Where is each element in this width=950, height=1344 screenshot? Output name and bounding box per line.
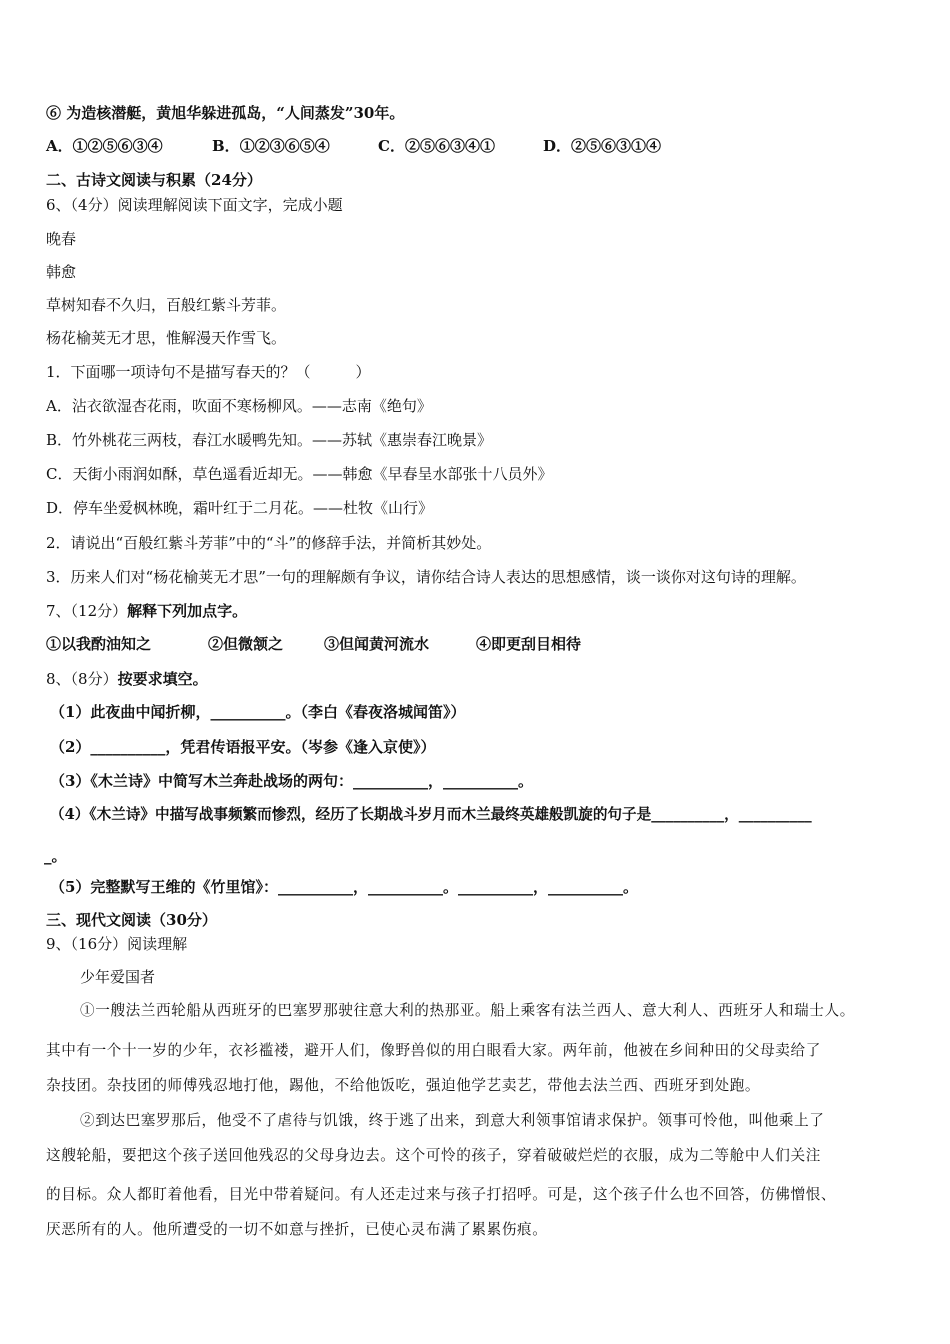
q8-fill-3[interactable]: （3）《木兰诗》中简写木兰奔赴战场的两句：__________，__________。 — [50, 772, 533, 790]
section-heading-classical: 二、古诗文阅读与积累（24分） — [46, 171, 262, 189]
q6-option-d[interactable]: D．停车坐爱枫林晚，霜叶红于二月花。——杜牧《山行》 — [46, 499, 434, 517]
poem-title: 晚春 — [46, 230, 77, 248]
poem-line-2: 杨花榆荚无才思，惟解漫天作雪飞。 — [46, 329, 287, 347]
q5-option-b[interactable] — [212, 136, 330, 156]
q8-fill-2[interactable]: （2）__________，凭君传语报平安。（岑参《逢入京使》） — [50, 738, 436, 756]
q7-stem — [46, 601, 247, 621]
q8-fill-1[interactable]: （1）此夜曲中闻折柳，__________。（李白《春夜洛城闻笛》） — [50, 703, 466, 721]
option-value: ①②⑤⑥③④ — [72, 137, 163, 155]
passage-paragraph-1-line-3: 杂技团。杂技团的师傅残忍地打他，踢他，不给他饭吃，强迫他学艺卖艺，带他去法兰西、西班牙到处跑。 — [46, 1077, 761, 1094]
q8-label: 8、（8分） — [46, 670, 118, 688]
option-label: D． — [543, 137, 572, 155]
option-label: A． — [46, 137, 73, 155]
q5-option-a[interactable] — [46, 136, 163, 156]
q5-option-d[interactable] — [543, 136, 661, 156]
poem-author: 韩愈 — [46, 263, 77, 281]
q7-item-1: ①以我酌油知之 — [46, 635, 152, 653]
q7-item-3: ③但闻黄河流水 — [324, 635, 430, 653]
passage-paragraph-1-line-1: ①一艘法兰西轮船从西班牙的巴塞罗那驶往意大利的热那亚。船上乘客有法兰西人、意大利人、西班牙人和瑞士人。 — [80, 1002, 855, 1019]
q8-instruction: 按要求填空。 — [117, 670, 208, 688]
poem-line-1: 草树知春不久归，百般红紫斗芳菲。 — [46, 296, 287, 314]
q7-item-4: ④即更刮目相待 — [476, 635, 582, 653]
q8-fill-4[interactable]: （4）《木兰诗》中描写战事频繁而惨烈，经历了长期战斗岁月而木兰最终英雄般凯旋的句子是__________，__________ — [50, 806, 812, 823]
section-heading-modern: 三、现代文阅读（30分） — [46, 911, 217, 929]
option-value: ①②③⑥⑤④ — [239, 137, 330, 155]
passage-paragraph-2-line-3: 的目标。众人都盯着他看，目光中带着疑问。有人还走过来与孩子打招呼。可是，这个孩子什么也不回答，仿佛憎恨、 — [46, 1186, 837, 1203]
q6-stem: 6、（4分）阅读理解阅读下面文字，完成小题 — [46, 196, 343, 214]
q6-option-c[interactable]: C．天街小雨润如酥，草色遥看近却无。——韩愈《早春呈水部张十八员外》 — [46, 465, 553, 483]
q6-sub-question-1: 1．下面哪一项诗句不是描写春天的？（ ） — [46, 363, 371, 381]
q8-stem — [46, 669, 208, 689]
q5-option-c[interactable] — [378, 136, 495, 156]
q9-stem: 9、（16分）阅读理解 — [46, 935, 188, 953]
passage-paragraph-2-line-2: 这艘轮船，要把这个孩子送回他残忍的父母身边去。这个可怜的孩子，穿着破破烂烂的衣服，成为二等舱中人们关注 — [46, 1147, 821, 1164]
q7-item-2: ②但微颔之 — [208, 635, 284, 653]
q5-item-6: ⑥ 为造核潜艇，黄旭华躲进孤岛，“人间蒸发”30年。 — [46, 104, 405, 122]
q6-option-b[interactable]: B．竹外桃花三两枝，春江水暖鸭先知。——苏轼《惠崇春江晚景》 — [46, 431, 493, 449]
q7-instruction: 解释下列加点字。 — [127, 602, 248, 620]
q6-sub-question-2: 2．请说出“百般红紫斗芳菲”中的“斗”的修辞手法，并简析其妙处。 — [46, 534, 492, 552]
q6-option-a[interactable]: A．沾衣欲湿杏花雨，吹面不寒杨柳风。——志南《绝句》 — [46, 397, 432, 415]
option-label: C． — [378, 137, 405, 155]
q6-sub-question-3: 3．历来人们对“杨花榆荚无才思”一句的理解颇有争议，请你结合诗人表达的思想感情，谈一谈你对这句诗的理解。 — [46, 568, 806, 586]
passage-paragraph-2-line-1: ②到达巴塞罗那后，他受不了虐待与饥饿，终于逃了出来，到意大利领事馆请求保护。领事可怜他，叫他乘上了 — [80, 1112, 825, 1129]
option-label: B． — [212, 137, 240, 155]
q7-label: 7、（12分） — [46, 602, 128, 620]
option-value: ②⑤⑥③④① — [404, 137, 495, 155]
passage-paragraph-1-line-2: 其中有一个十一岁的少年，衣衫褴褛，避开人们，像野兽似的用白眼看大家。两年前，他被在乡间种田的父母卖给了 — [46, 1042, 821, 1059]
q8-fill-4-continued[interactable]: _。 — [44, 847, 67, 865]
passage-paragraph-2-line-4: 厌恶所有的人。他所遭受的一切不如意与挫折，已使心灵布满了累累伤痕。 — [46, 1221, 548, 1238]
option-value: ②⑤⑥③①④ — [571, 137, 662, 155]
q8-fill-5[interactable]: （5）完整默写王维的《竹里馆》：__________，__________。__________，__________。 — [50, 878, 638, 896]
passage-title: 少年爱国者 — [80, 968, 156, 986]
